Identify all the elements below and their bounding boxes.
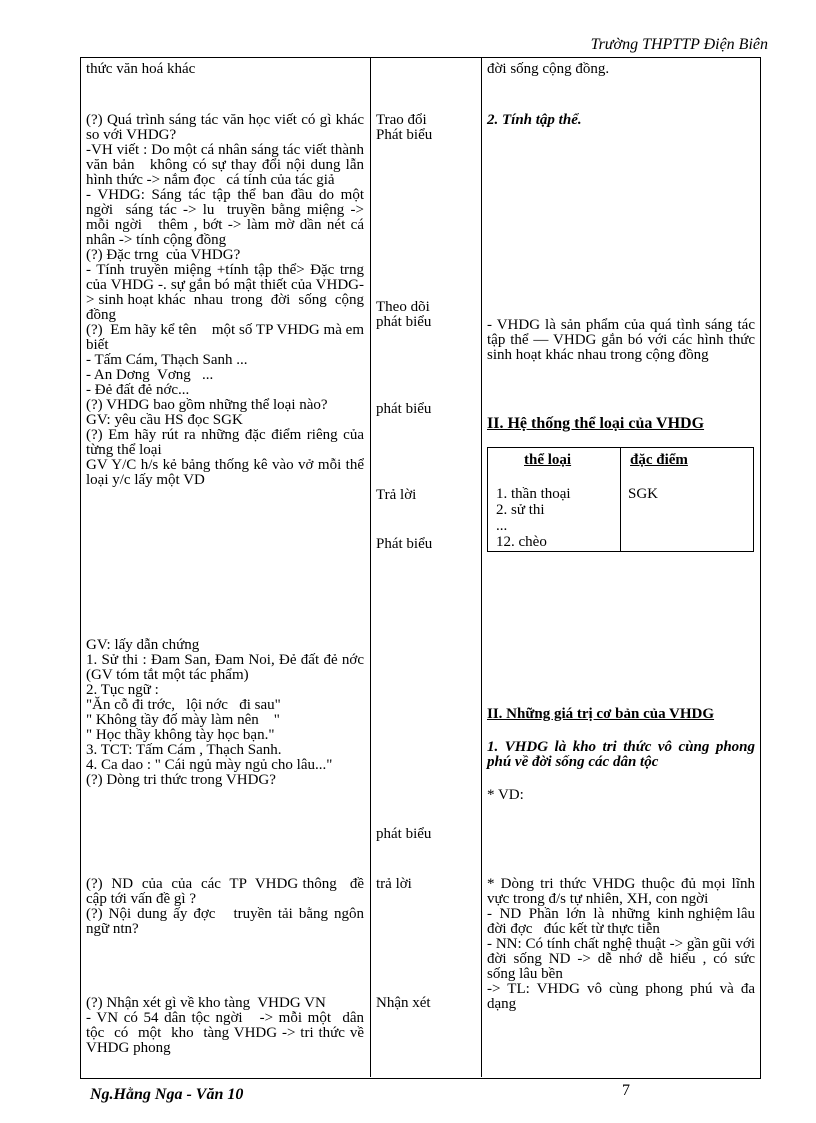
text-line: -VH viết : Do một cá nhân sáng tác viết thành văn bản không có sự thay đổi nội dung lẫn hình thức -> nắm đọc cá tính của tác giả (86, 142, 368, 188)
genre-col-header: thể loại (524, 452, 572, 468)
school-header: Trường THPTTP Điện Biên (590, 36, 768, 53)
text-line: 2. sử thi (496, 502, 545, 518)
left-block-4 (86, 995, 372, 1056)
text-line: (?) Em hãy rút ra những đặc điểm riêng của từng thể loại (86, 427, 368, 458)
text-line: 3. TCT: Tấm Cám , Thạch Sanh. (86, 742, 282, 758)
text-line: - ND Phần lớn là những kinh nghiệm lâu đời đợc đúc kết từ thực tiễn (487, 906, 759, 937)
text-line: " Không tầy đố mày làm nên " (86, 712, 280, 728)
text-line: - An Dơng Vơng ... (86, 367, 214, 383)
text-line: 12. chèo (496, 534, 547, 550)
text-line: Nhận xét (376, 995, 431, 1011)
right-top: đời sống cộng đồng. (487, 61, 610, 77)
mid-block-1 (376, 300, 472, 330)
mid-block-5 (376, 827, 472, 842)
column-divider-2 (481, 57, 482, 1077)
text-line: GV: yêu cầu HS đọc SGK (86, 412, 243, 428)
section-3-heading: II. Những giá trị cơ bản của VHDG (487, 706, 715, 722)
text-line: trả lời (376, 876, 412, 892)
mid-block-2 (376, 402, 472, 417)
column-divider-1 (370, 57, 371, 1077)
text-line: - Tính truyền miệng +tính tập thể> Đặc trng của VHDG -. sự gắn bó mật thiết của VHDG-> sinh hoạt khác nhau trong đời sống cộng đồng (86, 262, 372, 323)
vhdg-summary: - VHDG là sản phẩm của quá tình sáng tác tập thể — VHDG gắn bó với các hình thức sinh hoạt khác nhau trong cộng đồng (487, 317, 755, 363)
text-line: 1. thần thoại (496, 486, 571, 502)
text-line: (?) VHDG bao gồm những thể loại nào? (86, 397, 328, 413)
text-line: "Ăn cỗ đi trớc, lội nớc đi sau" (86, 697, 281, 713)
text-line: - Tấm Cám, Thạch Sanh ... (86, 352, 248, 368)
text-line: Phát biểu (376, 127, 433, 143)
mid-block-6 (376, 877, 472, 892)
text-line: thức văn hoá khác (86, 61, 196, 77)
genre-note: SGK (628, 486, 659, 502)
mid-block-3 (376, 488, 472, 503)
text-line: (?) Nhận xét gì về kho tàng VHDG VN (86, 995, 326, 1011)
vd-label: * VD: (487, 787, 524, 803)
text-line: 2. Tục ngữ : (86, 682, 159, 698)
heading-tinh-tap-the: 2. Tính tập thể. (487, 112, 582, 128)
final-notes (487, 876, 759, 1012)
page-number: 7 (622, 1082, 630, 1099)
text-line: (?) Nội dung ấy đợc truyền tải bằng ngôn ngữ ntn? (86, 906, 368, 937)
text-line: - Đẻ đất đẻ nớc... (86, 382, 190, 398)
text-line: Trả lời (376, 487, 417, 503)
text-line: (?) Quá trình sáng tác văn học viết có gì khác so với VHDG? (86, 112, 368, 143)
text-line: Trao đổi (376, 112, 427, 128)
section-3-subheading: 1. VHDG là kho tri thức vô cùng phong phú về đời sống các dân tộc (487, 739, 755, 770)
text-line: (?) ND của của các TP VHDG thông đề cập tới vấn đề gì ? (86, 876, 368, 907)
text-line: (?) Dòng tri thức trong VHDG? (86, 772, 276, 788)
left-block-0 (86, 62, 364, 77)
section-2-heading: II. Hệ thống thể loại của VHDG (487, 415, 705, 432)
text-line: " Học thầy không tày học bạn." (86, 727, 275, 743)
text-line: (?) Đặc trng của VHDG? (86, 247, 241, 263)
text-line: 1. Sử thi : Đam San, Đam Noi, Đẻ đất đẻ nớc (GV tóm tắt một tác phẩm) (86, 652, 372, 683)
mid-block-7 (376, 996, 472, 1011)
text-line: - VN có 54 dân tộc ngời -> mỗi một dân tộc có một kho tàng VHDG -> tri thức về VHDG phong (86, 1010, 372, 1056)
feature-col-header: đặc điểm (630, 452, 688, 468)
left-block-1 (86, 112, 372, 488)
genre-list (496, 486, 616, 550)
text-line: ... (496, 518, 508, 534)
text-line: GV: lấy dẫn chứng (86, 637, 200, 653)
text-line: -> TL: VHDG vô cùng phong phú và đa dạng (487, 981, 759, 1012)
left-block-2 (86, 637, 372, 788)
text-line: Theo dõi (376, 299, 430, 315)
text-line: phát biểu (376, 314, 432, 330)
text-line: Phát biểu (376, 536, 433, 552)
left-block-3 (86, 876, 368, 937)
text-line: GV Y/C h/s kẻ bảng thống kê vào vở mỗi thể loại y/c lấy một VD (86, 457, 368, 488)
text-line: - NN: Có tính chất nghệ thuật -> gần gũi với đời sống ND -> dễ nhớ dễ hiểu , có sức sống lâu bền (487, 936, 759, 982)
text-line: phát biểu (376, 826, 432, 842)
mid-block-4 (376, 537, 472, 552)
text-line: 4. Ca dao : " Cái ngủ mày ngủ cho lâu..." (86, 757, 333, 773)
genre-table-divider (620, 448, 621, 551)
text-line: - VHDG: Sáng tác tập thể ban đầu do một ngời sáng tác -> lu truyền bằng miệng -> mỗi ngời thêm , bớt -> làm mờ dần nét cá nhân -> tính cộng đồng (86, 187, 368, 248)
footer-author: Ng.Hằng Nga - Văn 10 (90, 1086, 244, 1103)
text-line: * Dòng tri thức VHDG thuộc đủ mọi lĩnh vực trong đ/s tự nhiên, XH, con ngời (487, 876, 759, 907)
mid-block-0 (376, 113, 472, 143)
text-line: (?) Em hãy kể tên một số TP VHDG mà em biết (86, 322, 368, 353)
genre-table (487, 447, 754, 552)
text-line: phát biểu (376, 401, 432, 417)
